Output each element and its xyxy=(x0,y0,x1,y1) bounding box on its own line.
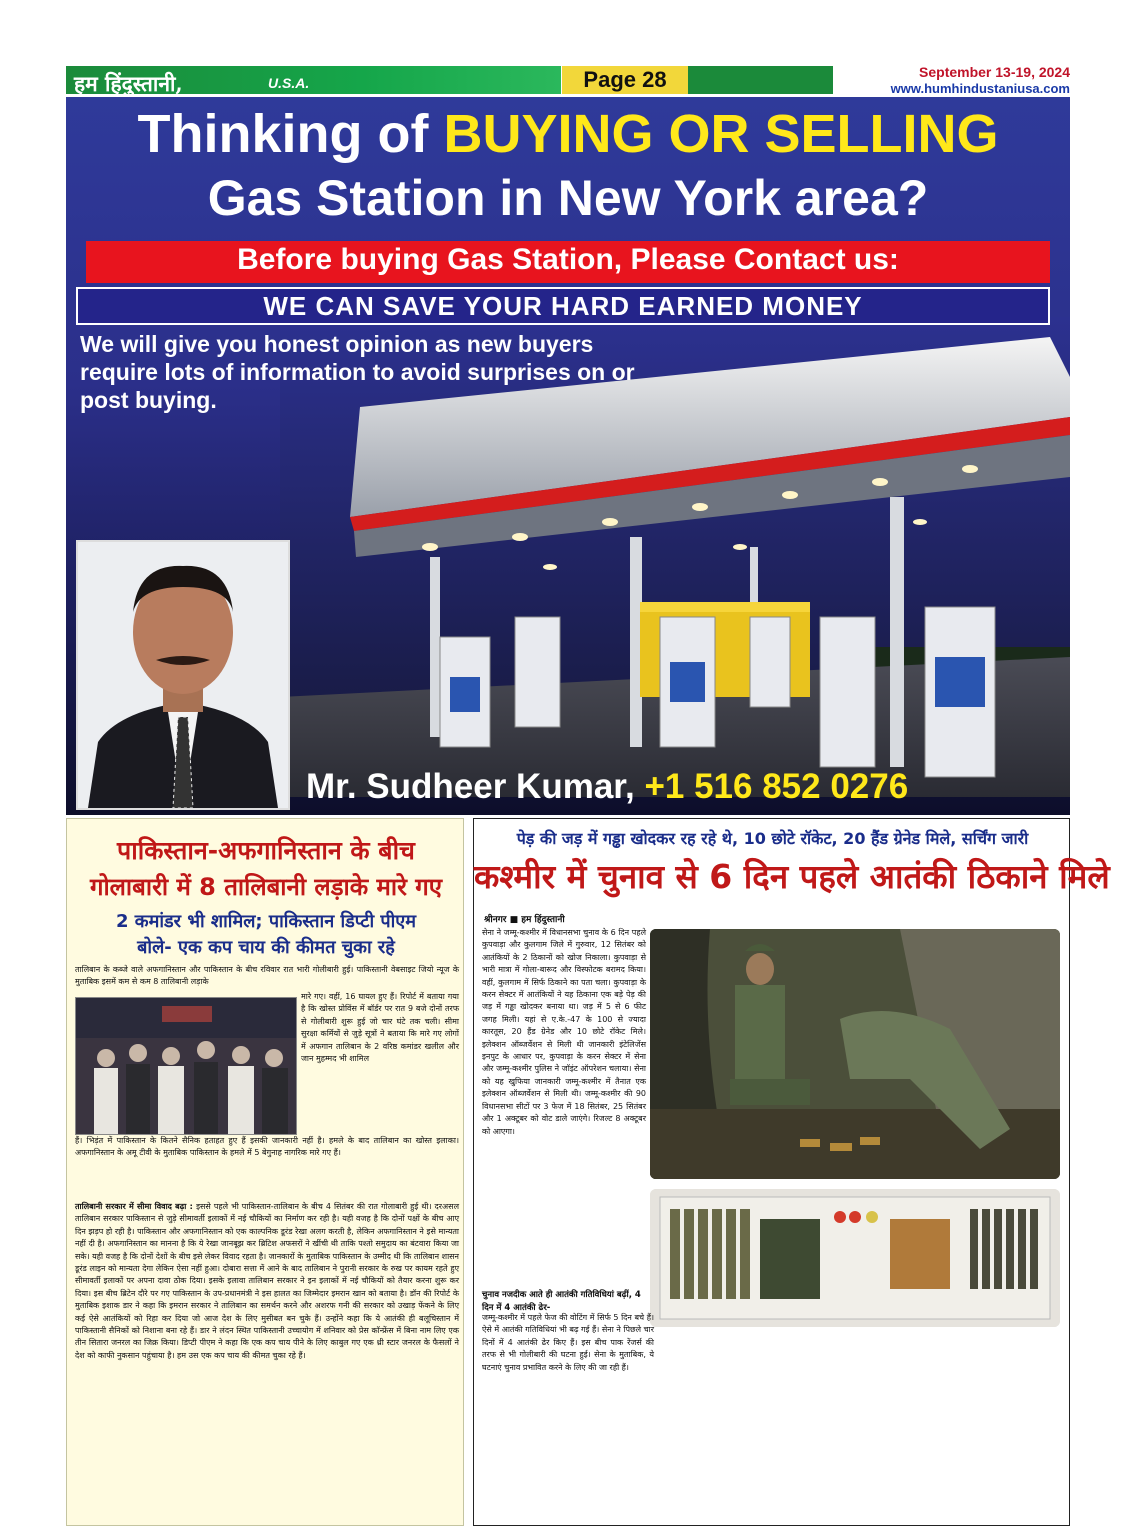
website-url[interactable]: www.humhindustaniusa.com xyxy=(890,81,1070,96)
contact-phone[interactable]: +1 516 852 0276 xyxy=(644,767,909,806)
crowd-news-photo xyxy=(75,997,297,1135)
right-column2-text: जम्मू-कश्मीर में पहले फेज की वोटिंग में सिर्फ 5 दिन बचे हैं। ऐसे में आतंकी गतिविधियां भी बढ़ गई हैं। सेना ने पिछले चार दिनों में 4 आतंकी ढेर किए हैं। इस बीच पाक रेंजर्स की तरफ से भी गोलीबारी की घटना हुई। सेना के मुताबिक, ये घटनाएं चुनाव प्रभावित करने के लिए की जा रही हैं। xyxy=(482,1313,654,1372)
right-subhead: चुनाव नजदीक आते ही आतंकी गतिविधियां बढ़ीं, 4 दिन में 4 आतंकी ढेर- xyxy=(482,1290,641,1313)
left-subheadline-line1: 2 कमांडर भी शामिल; पाकिस्तान डिप्टी पीएम xyxy=(116,911,416,932)
right-dateline: श्रीनगर ■ हम हिंदुस्तानी xyxy=(484,915,565,925)
masthead-right-bar xyxy=(688,66,833,94)
contact-portrait xyxy=(76,540,290,810)
right-kicker: पेड़ की जड़ में गड्ढा खोदकर रह रहे थे, 10 छोटे रॉकेट, 20 हैंड ग्रेनेड मिले, सर्चिंग जारी xyxy=(516,829,1029,848)
masthead-brand: हम हिंदुस्तानी, xyxy=(74,71,183,96)
ad-headline-line2: Gas Station in New York area? xyxy=(207,170,929,226)
left-p2-lead: तालिबानी सरकार में सीमा विवाद बढ़ा : xyxy=(75,1202,197,1211)
ad-headline-part1: Thinking of xyxy=(137,104,444,164)
ad-red-banner: Before buying Gas Station, Please Contact us: xyxy=(237,243,899,276)
gas-station-ad xyxy=(66,97,1070,815)
contact-line xyxy=(306,767,1066,807)
soldiers-photo xyxy=(650,929,1060,1179)
weapons-display-photo xyxy=(650,1189,1060,1327)
weapons-photo-icon xyxy=(650,1189,1060,1327)
crowd-photo-icon xyxy=(76,998,297,1135)
issue-date: September 13-19, 2024 xyxy=(919,64,1070,80)
kashmir-article xyxy=(473,818,1110,1526)
ad-headline-highlight: BUYING OR SELLING xyxy=(443,104,999,164)
left-headline-line2: गोलाबारी में 8 तालिबानी लड़ाके मारे गए xyxy=(89,873,443,901)
left-subheadline-line2: बोले- एक कप चाय की कीमत चुका रहे xyxy=(137,937,395,958)
ad-blue-banner: WE CAN SAVE YOUR HARD EARNED MONEY xyxy=(76,287,1050,325)
right-headline: कश्मीर में चुनाव से 6 दिन पहले आतंकी ठिकाने मिले xyxy=(474,857,1110,896)
left-intro: तालिबान के कब्जे वाले अफगानिस्तान और पाकिस्तान के बीच रविवार रात भारी गोलीबारी हुई। पाकिस्तानी वेबसाइट जियो न्यूज के मुताबिक इसमें कम से कम 8 तालिबानी लड़ाके xyxy=(75,965,459,987)
pakistan-afghanistan-article xyxy=(66,818,464,1526)
soldiers-photo-icon xyxy=(650,929,1060,1179)
masthead-brand-suffix: U.S.A. xyxy=(268,75,310,91)
left-headline-line1: पाकिस्तान-अफगानिस्तान के बीच xyxy=(117,836,415,865)
left-continuation: हैं। भिड़ंत में पाकिस्तान के कितने सैनिक हताहत हुए हैं इसकी जानकारी नहीं है। हमले के बाद तालिबान का खोस्त इलाका। अफगानिस्तान के अमू टीवी के मुताबिक पाकिस्तान के हमले में 5 बेगुनाह नागरिक मारे गए हैं। xyxy=(75,1136,459,1158)
left-column-text: मारे गए। वहीं, 16 घायल हुए हैं। रिपोर्ट में बताया गया है कि खोस्त प्रोविंस में बॉर्डर पर रात 9 बजे दोनों तरफ से गोलीबारी शुरू हुई जो चार घंटे तक चली। सीमा सुरक्षा कर्मियों से जुड़े सूत्रों ने बताया कि मारे गए लोगों में अफगान तालिबान के 2 वरिष्ठ कमांडर खलील और जान मुहम्मद भी शामिल xyxy=(301,992,459,1064)
left-paragraph-2 xyxy=(75,1201,459,1362)
person-photo-icon xyxy=(78,542,288,808)
ad-paragraph: We will give you honest opinion as new buyers require lots of information to avoid surprises on or post buying. xyxy=(80,331,635,413)
left-p2-body: इससे पहले भी पाकिस्तान-तालिबान के बीच 4 सितंबर की रात गोलाबारी हुई थी। दरअसल तालिबान सरकार पाकिस्तान से जुड़े सीमावर्ती इलाकों में नई चौकियों का निर्माण कर रही है। यही वजह है कि दोनों पक्षों के बीच आए दिन झड़प हो रही है। पाकिस्तान और अफगानिस्तान को एक काल्पनिक डूरंड रेखा अलग करती है, लेकिन अफगानिस्तान ने इसे मान्यता नहीं दी है। अफगानिस्तान का मानना है कि ये रेखा जानबूझ कर ब्रिटिश अफसरों ने खींची थी ताकि पश्तो समुदाय का बंटवारा किया जा सके। यही वजह है कि दोनों देशों के बीच इसे लेकर विवाद रहता है। जानकारों के मुताबिक पाकिस्तान के उम्मीद थी कि तालिबान शासन डूरंड लाइन को मान्यता देगा लेकिन ऐसा नहीं हुआ। दोबारा सत्ता में आने के बाद तालिबान ने पुरानी सरकार के रुख पर कायम रहते हुए सीमावर्ती इलाकों पर अपना दावा ठोक दिया। इसके इलावा तालिबान सरकार ने इन इलाकों में नई चौकियों को तैयार करना शुरू कर दिया। इस बीच ब्रिटेन दौरे पर गए पाकिस्तान के उप-प्रधानमंत्री ने इस हालत का जिम्मेदार इमरान खान को बताया है। डॉन की रिपोर्ट के मुताबिक इशाक डार ने कहा कि इमरान सरकार ने तालिबान का समर्थन करने और अशरफ गनी की सरकार को उखाड़ फेंकने के लिए कई ऐसे आतंकियों को रिहा कर दिया जो आज देश के लिए मुसीबत बन चुके हैं। उन्होंने कहा कि ये आतंकी ही बलूचिस्तान में पाकिस्तानी सैनिकों को निशाना बना रहे हैं। डार ने लंदन स्थित पाकिस्तानी उच्चायोग में शनिवार को प्रेस कॉन्फ्रेंस में बिना नाम लिए एक तीन सितारा जनरल का जिक्र किया। डिप्टी पीएम ने कहा कि एक कप चाय पीने के लिए काबुल गए एक थ्री स्टार जनरल के फैसलों ने देश को काफी नुकसान पहुंचाया है। हम उस एक कप चाय की कीमत चुका रहे हैं। xyxy=(75,1202,459,1360)
right-column-text: सेना ने जम्मू-कश्मीर में विधानसभा चुनाव के 6 दिन पहले कुपवाड़ा और कुलगाम जिले में गुरुवार, 12 सितंबर को आतंकियों के 2 ठिकानों को खोज निकाला। कुपवाड़ा से भारी मात्रा में गोला-बारूद और विस्फोटक बरामद किया। वहीं, कुलगाम में सिर्फ ठिकाने का पता चला। कुपवाड़ा के करन सेक्टर में आतंकियों ने यह ठिकाना एक बड़े पेड़ की जड़ में गड्ढा खोदकर बनाया था। जड़ में 5 से 6 फीट जगह मिली। यहां से ए.के.-47 के 100 से ज्यादा कारतूस, 20 हैंड ग्रेनेड और 10 छोटे रॉकेट मिले। इलेक्शन ऑब्जर्वेशन से मिली थी जानकारी इंटेलिजेंस इनपुट के आधार पर, कुपवाड़ा के करन सेक्टर में सेना और जम्मू-कश्मीर पुलिस ने जॉइंट ऑपरेशन चलाया। सेना को यह खुफिया जानकारी जम्मू-कश्मीर में तैनात एक इलेक्शन ऑब्जर्वेशन से मिली थी। जम्मू-कश्मीर की 90 विधानसभा सीटों पर 3 फेज में 18 सितंबर, 25 सितंबर और 1 अक्टूबर को वोट डाले जाएंगे। रिजल्ट 8 अक्टूबर को आएगा। xyxy=(482,928,646,1136)
contact-name: Mr. Sudheer Kumar, xyxy=(306,767,635,806)
page-number: Page 28 xyxy=(562,66,688,94)
ad-headline-line1 xyxy=(66,103,1070,165)
